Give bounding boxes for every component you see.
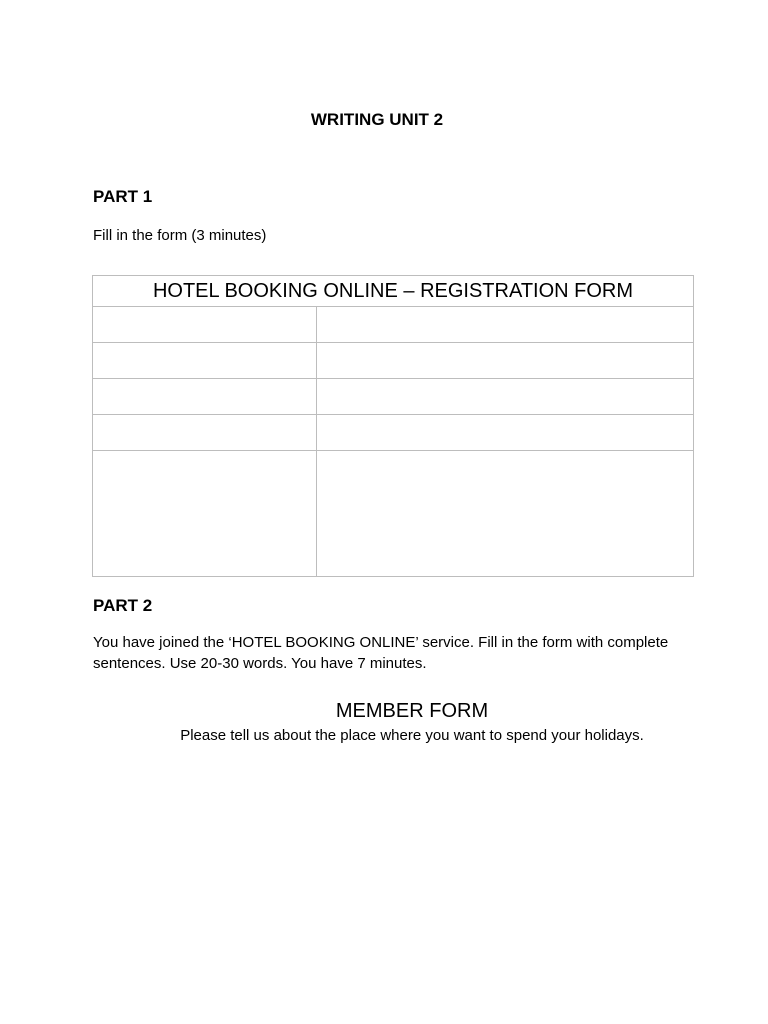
part2-instruction: You have joined the ‘HOTEL BOOKING ONLINE’ service. Fill in the form with complete sentences. Use 20-30 words. You have 7 minutes. [93,634,669,672]
form-label-cell [93,343,317,379]
form-label-cell [93,451,317,577]
member-form-title: MEMBER FORM [335,700,489,722]
part1-instruction: Fill in the form (3 minutes) [93,227,267,244]
form-answer-cell[interactable] [317,379,694,415]
form-answer-cell[interactable] [317,415,694,451]
registration-form-title: HOTEL BOOKING ONLINE – REGISTRATION FORM [93,276,694,307]
table-row [93,415,694,451]
part1-heading: PART 1 [93,187,153,206]
form-answer-cell[interactable] [317,343,694,379]
form-answer-cell[interactable] [317,307,694,343]
form-label-cell [93,415,317,451]
table-row [93,343,694,379]
registration-form-table [92,275,694,577]
document-title: WRITING UNIT 2 [310,110,444,129]
form-label-cell [93,307,317,343]
table-row [93,307,694,343]
member-form-subtitle: Please tell us about the place where you want to spend your holidays. [180,727,644,744]
table-row [93,451,694,577]
table-row [93,379,694,415]
registration-form-title-row [93,276,694,307]
part2-heading: PART 2 [93,596,153,615]
form-label-cell [93,379,317,415]
form-answer-cell[interactable] [317,451,694,577]
